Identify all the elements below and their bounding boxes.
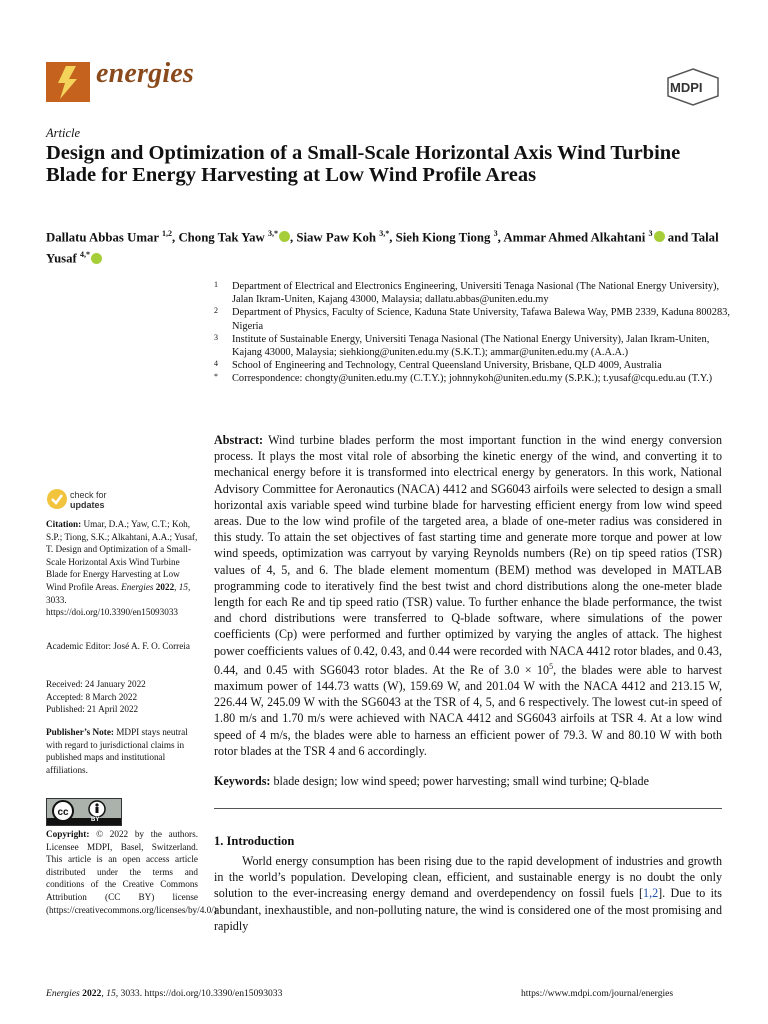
received-date: Received: 24 January 2022	[46, 679, 146, 689]
author-affiliation-sup: 1,2	[162, 229, 173, 238]
footer-year: 2022	[82, 988, 102, 999]
keywords-label: Keywords:	[214, 774, 271, 788]
footer-journal: Energies	[46, 988, 80, 999]
check-for-updates-icon[interactable]	[46, 488, 68, 510]
author-name: Talal Yusaf	[46, 230, 719, 266]
author-name: Sieh Kiong Tiong	[395, 230, 491, 245]
publisher-note-label: Publisher’s Note:	[46, 727, 114, 737]
copyright-label: Copyright:	[46, 829, 90, 839]
journal-name[interactable]: energies	[96, 58, 195, 89]
dates-block	[46, 678, 198, 716]
citation-text: Umar, D.A.; Yaw, C.T.; Koh, S.P.; Tiong, S.K.; Alkahtani, A.A.; Yusaf, T. Design and Optimization of a Small-Scale Horizontal Axis Wind Turbine Blade for Energy Harvesting at Low Wind Profile Areas.	[46, 519, 198, 592]
affiliation-item	[214, 372, 734, 385]
affiliation-number: 3	[214, 332, 218, 342]
mdpi-logo-text: MDPI	[670, 80, 703, 95]
orcid-icon[interactable]	[279, 231, 290, 242]
orcid-icon[interactable]	[654, 231, 665, 242]
affiliation-text: Department of Electrical and Electronics Engineering, Universiti Tenaga Nasional (The National Energy University), Jalan Ikram-Uniten, Kajang 43000, Malaysia; dallatu.abbas@uniten.edu.my	[232, 281, 720, 306]
affiliation-number: *	[214, 372, 218, 382]
footer-journal-url[interactable]: https://www.mdpi.com/journal/energies	[521, 988, 674, 999]
citation-doi[interactable]: , 3033. https://doi.org/10.3390/en15093033	[46, 581, 191, 618]
affiliation-number: 4	[214, 359, 218, 369]
publisher-note	[46, 726, 198, 776]
section-divider	[214, 808, 722, 809]
abstract-text-continued: , the blades were able to harvest maximum power of 144.73 watts (W), 159.69 W, and 201.04 W with the NACA 4412 and 213.15 W, 226.44 W, 245.09 W with the SG6043 at the TSR of 4, 5, and 6 respectively. The lowest cut-in speed of 1.80 m/s and 1.70 m/s were achieved with NACA 4412 and SG6043 airfoils at TSR 4. At a low wind speed of 4 m/s, the blades were able to harness an efficient power of 79.3. W and 80.10 W with both rotor blades at the TSR 4 and 6 accordingly.	[214, 662, 722, 758]
publisher-note-text: MDPI stays neutral with regard to jurisdictional claims in published maps and institutional affiliations.	[46, 727, 188, 775]
intro-text: World energy consumption has been rising due to the rapid development of industries and growth in the world’s population. Developing clean, efficient, and sustainable energy is no doubt the only solution to the ever-increasing energy demand and overdependency on fossil fuels [	[214, 854, 722, 901]
affiliation-number: 2	[214, 306, 218, 316]
published-date: Published: 21 April 2022	[46, 704, 139, 715]
citation-journal: Energies	[121, 581, 154, 592]
author-list: Dallatu Abbas Umar $^{1,2}$, Chong Tak Yaw $^{3,*}$ , Siaw Paw Koh $^{3,*}$, Sieh Kiong Tiong $^3$, Ammar Ahmed Alkahtani $^3$ and Talal Yusaf $^{4,*}$	[46, 229, 719, 266]
author-joiner: and	[664, 230, 692, 245]
author-name: Ammar Ahmed Alkahtani	[503, 230, 646, 245]
citation-link[interactable]: 1,2	[643, 886, 659, 901]
abstract-exponent: 5	[549, 661, 554, 671]
affiliation-text: Institute of Sustainable Energy, Universiti Tenaga Nasional (The National Energy University), Jalan Ikram-Uniten, Kajang 43000, Malaysia; siehkiong@uniten.edu.my (S.K.T.); ammar@uniten.edu.my (A.A.A.)	[232, 333, 710, 359]
abstract	[214, 432, 722, 759]
introduction-paragraph	[214, 853, 722, 934]
citation-label: Citation:	[46, 519, 82, 529]
author-affiliation-sup: 4,*	[80, 250, 91, 260]
abstract-label: Abstract:	[214, 433, 264, 447]
copyright-text[interactable]: © 2022 by the authors. Licensee MDPI, Basel, Switzerland. This article is an open access article distributed under the terms and conditions of the Creative Commons Attribution (CC BY) license (https://creativecommons.org/licenses/by/4.0/).	[46, 829, 220, 915]
citation-block: Citation: Umar, D.A.; Yaw, C.T.; Koh, S.P.; Tiong, S.K.; Alkahtani, A.A.; Yusaf, T. Design and Optimization of a Small-Scale Horizontal Axis Wind Turbine Blade for Energy Harvesting at Low Wind Profile Areas. Energies 2022, 15, 3033. https://doi.org/10.3390/en15093033	[46, 519, 198, 618]
author-affiliation-sup: 3,*	[267, 229, 278, 238]
paper-title: Design and Optimization of a Small-Scale Horizontal Axis Wind Turbine Blade for Energy Harvesting at Low Wind Profile Areas	[46, 142, 681, 186]
citation-volume: 15	[178, 581, 188, 592]
cc-by-license-icon[interactable]	[46, 798, 122, 826]
author-name: Dallatu Abbas Umar	[46, 230, 159, 245]
intro-text-continued: ]. Due to its abundant, inexhaustible, and non-polluting nature, the wind is considered one of the most promising and rapidly	[214, 886, 723, 933]
author-affiliation-sup: 3	[648, 229, 653, 238]
cc-by-label: BY	[91, 817, 100, 823]
accepted-date: Accepted: 8 March 2022	[46, 691, 138, 702]
copyright-block	[46, 828, 220, 916]
affiliation-text: Department of Physics, Faculty of Science, Kaduna State University, Tafawa Balewa Way, PMB 2339, Kaduna 800283, Nigeria	[232, 307, 730, 332]
author-name: Siaw Paw Koh	[296, 230, 376, 245]
footer-doi[interactable]: , 3033. https://doi.org/10.3390/en15093033	[115, 988, 283, 999]
journal-logo-icon	[46, 62, 90, 102]
affiliation-item	[214, 359, 734, 372]
article-type: Article	[46, 126, 81, 140]
abstract-text: Wind turbine blades perform the most important function in the wind energy conversion process. It plays the most vital role of absorbing the kinetic energy of the wind, and converting it to mechanical energy before it is transformed into electrical energy by generators. In this work, National Advisory Committee for Aeronautics (NACA) 4412 and SG6043 airfoils were selected to design a small horizontal axis variable speed wind turbine blade for harvesting efficient energy from low wind speed areas. Due to the low wind profile of the targeted area, a blade of one-meter radius was considered in this study. To attain the set objectives of fast starting time and generate more torque and power at low wind speeds, optimization was carryout by varying Reynolds numbers (Re) on tip speed ratios (TSR) values of 4, 5, and 6. The blade element momentum (BEM) method was developed in MATLAB programming code to iteratively find the best twist and chord distributions along the one-meter blade length for each Re and tip speed ratio (TSR) value. To further enhance the blade performance, the twist and chord distributions were transferred to Q-blade software, where simulations of the power coefficients (Cp) were performed and further optimized by varying the angles of attack. The highest power coefficients values of 0.42, 0.43, and 0.44 were recorded with NACA 4412 rotor blades, and 0.43, 0.44, and 0.45 with SG6043 rotor blades. At the Re of 3.0 × 10	[214, 433, 722, 677]
affiliation-item	[214, 333, 734, 359]
affiliation-item	[214, 306, 734, 332]
orcid-icon[interactable]	[91, 253, 102, 264]
academic-editor: Academic Editor: José A. F. O. Correia	[46, 641, 190, 651]
citation-year: 2022	[155, 581, 175, 592]
author-name: Chong Tak Yaw	[178, 230, 265, 245]
check-for-text[interactable]: check for	[70, 490, 107, 500]
footer-volume: 15	[106, 988, 116, 999]
affiliation-text: Correspondence: chongty@uniten.edu.my (C.T.Y.); johnnykoh@uniten.edu.my (S.P.K.); t.yusaf@cqu.edu.au (T.Y.)	[232, 373, 713, 385]
author-affiliation-sup: 3	[493, 229, 498, 238]
section-heading-introduction: 1. Introduction	[214, 834, 295, 848]
affiliations	[214, 280, 734, 386]
keywords	[214, 773, 722, 789]
footer-citation: Energies 2022, 15, 3033. https://doi.org/10.3390/en15093033	[46, 988, 283, 999]
affiliation-text: School of Engineering and Technology, Central Queensland University, Brisbane, QLD 4009, Australia	[232, 360, 662, 372]
affiliation-item	[214, 280, 734, 306]
author-affiliation-sup: 3,*	[379, 229, 390, 238]
affiliation-number: 1	[214, 280, 218, 289]
updates-text[interactable]: updates	[70, 500, 105, 510]
svg-text:cc: cc	[57, 807, 69, 818]
keywords-text: blade design; low wind speed; power harvesting; small wind turbine; Q-blade	[273, 774, 649, 788]
